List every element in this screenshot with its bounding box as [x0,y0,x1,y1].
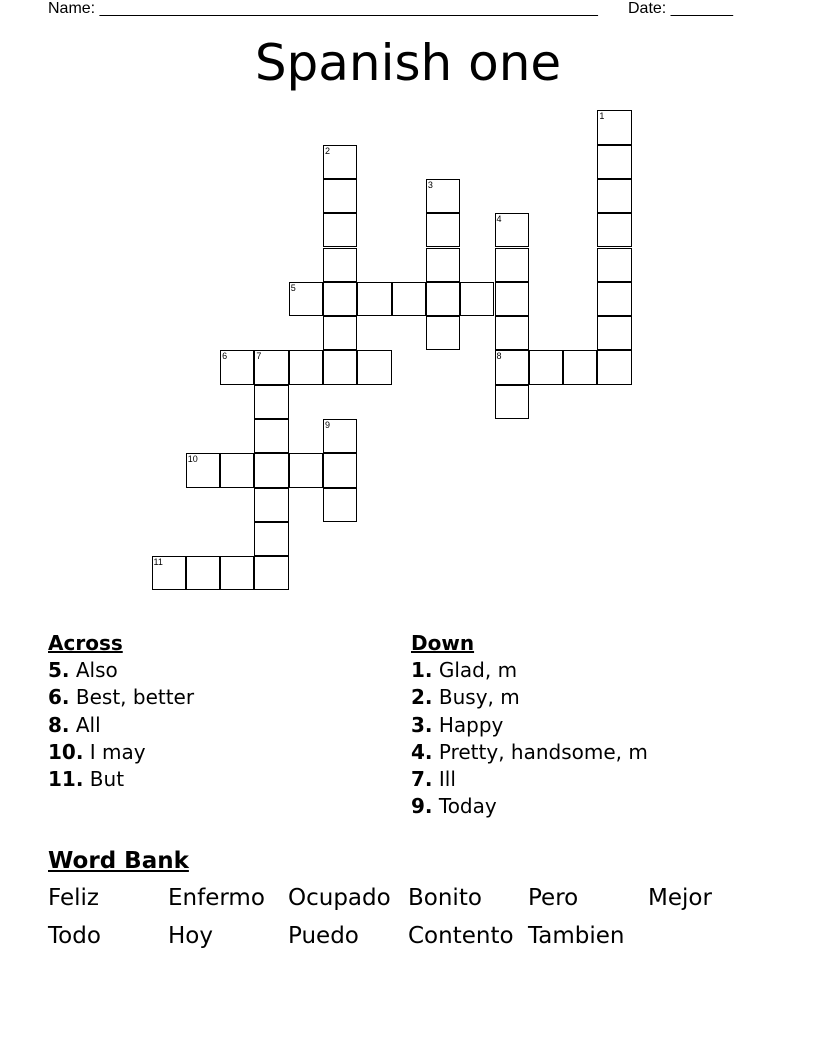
crossword-cell[interactable] [254,556,288,590]
crossword-cell[interactable] [597,213,631,247]
crossword-cell[interactable] [186,556,220,590]
crossword-cell[interactable] [220,350,254,384]
clue-across-8 [48,712,388,739]
crossword-cell[interactable] [323,453,357,487]
clue-text: Glad, m [438,658,518,682]
crossword-cell[interactable] [597,350,631,384]
crossword-cell[interactable] [495,213,529,247]
clue-down-1 [411,657,751,684]
crossword-cell[interactable] [495,248,529,282]
crossword-cell[interactable] [220,453,254,487]
crossword-cell[interactable] [323,488,357,522]
crossword-cell[interactable] [426,316,460,350]
clue-text: But [89,767,125,792]
crossword-cell[interactable] [152,556,186,590]
crossword-cell[interactable] [323,213,357,247]
cell-number: 1 [599,111,605,122]
word-bank-item: Pero [528,885,579,911]
clue-down-2 [411,684,751,711]
crossword-cell[interactable] [289,350,323,384]
crossword-cell[interactable] [289,453,323,487]
cell-number: 3 [427,179,433,190]
clue-across-10 [48,739,388,766]
puzzle-title: Spanish one [254,34,562,92]
cell-number: 11 [153,557,163,568]
crossword-cell[interactable] [254,488,288,522]
crossword-cell[interactable] [597,282,631,316]
clue-down-9 [411,793,751,820]
down-heading: Down [411,631,475,655]
clue-number: 8. [48,712,70,737]
clue-number: 4. [411,739,433,764]
crossword-cell[interactable] [220,556,254,590]
crossword-cell[interactable] [460,282,494,316]
clue-number: 9. [411,794,433,819]
cell-number: 5 [290,282,296,293]
cell-number: 6 [222,351,228,362]
crossword-cell[interactable] [357,282,391,316]
clue-text: Today [438,794,497,819]
cell-number: 2 [325,145,331,156]
clue-number: 3. [411,712,433,737]
clue-number: 6. [48,685,70,710]
crossword-cell[interactable] [254,385,288,419]
clue-down-4 [411,739,751,766]
word-bank-item: Contento [408,923,514,949]
clue-text: I may [89,739,146,764]
cell-number: 7 [256,351,262,362]
crossword-cell[interactable] [289,282,323,316]
word-bank-item: Todo [48,923,101,949]
clue-text: Ill [438,767,456,792]
word-bank-item: Mejor [648,885,712,911]
cell-number: 9 [325,420,331,430]
cell-number: 4 [496,214,502,225]
clue-number: 1. [411,658,433,682]
clue-down-7 [411,766,751,793]
clue-number: 2. [411,685,433,710]
word-bank-item: Tambien [528,923,625,949]
across-clues [48,630,388,793]
crossword-cell[interactable] [323,419,357,453]
crossword-cell[interactable] [495,350,529,384]
crossword-cell[interactable] [323,145,357,179]
crossword-cell[interactable] [254,419,288,453]
crossword-cell[interactable] [254,350,288,384]
clue-text: Happy [438,712,504,737]
clue-across-6 [48,684,388,711]
word-bank-item: Hoy [168,923,213,949]
crossword-cell[interactable] [392,282,426,316]
crossword-cell[interactable] [186,453,220,487]
crossword-cell[interactable] [254,453,288,487]
clue-text: Best, better [75,685,195,710]
word-bank-item: Feliz [48,885,99,911]
cell-number: 8 [496,351,502,362]
clue-down-3 [411,712,751,739]
crossword-cell[interactable] [563,350,597,384]
crossword-cell[interactable] [597,179,631,213]
crossword-cell[interactable] [495,282,529,316]
clue-number: 11. [48,767,84,792]
clue-number: 10. [48,739,84,764]
crossword-cell[interactable] [323,282,357,316]
clue-across-11 [48,766,388,793]
word-bank [48,880,768,956]
clue-number: 7. [411,767,433,792]
crossword-cell[interactable] [323,248,357,282]
date-field-label: Date: _______ [628,0,733,17]
name-field-label: Name: ________________________________________________________ [48,0,598,17]
clue-number: 5. [48,658,70,682]
clue-text: Busy, m [438,685,520,710]
crossword-cell[interactable] [597,316,631,350]
clue-across-5 [48,657,388,684]
word-bank-item: Puedo [288,923,359,949]
crossword-cell[interactable] [495,316,529,350]
crossword-cell[interactable] [426,213,460,247]
clue-text: Pretty, handsome, m [438,739,648,764]
crossword-cell[interactable] [597,145,631,179]
crossword-cell[interactable] [323,350,357,384]
crossword-cell[interactable] [323,179,357,213]
word-bank-item: Bonito [408,885,482,911]
crossword-cell[interactable] [529,350,563,384]
crossword-cell[interactable] [426,248,460,282]
word-bank-heading: Word Bank [48,848,189,874]
crossword-cell[interactable] [426,179,460,213]
clue-text: All [75,712,101,737]
word-bank-item: Enfermo [168,885,265,911]
crossword-cell[interactable] [597,248,631,282]
across-heading: Across [48,631,123,655]
crossword-cell[interactable] [426,282,460,316]
crossword-cell[interactable] [323,316,357,350]
crossword-cell[interactable] [495,385,529,419]
down-clues [411,630,751,821]
clue-text: Also [75,658,118,682]
crossword-cell[interactable] [597,110,631,144]
word-bank-item: Ocupado [288,885,391,911]
crossword-cell[interactable] [357,350,391,384]
cell-number: 10 [187,454,198,465]
crossword-cell[interactable] [254,522,288,556]
